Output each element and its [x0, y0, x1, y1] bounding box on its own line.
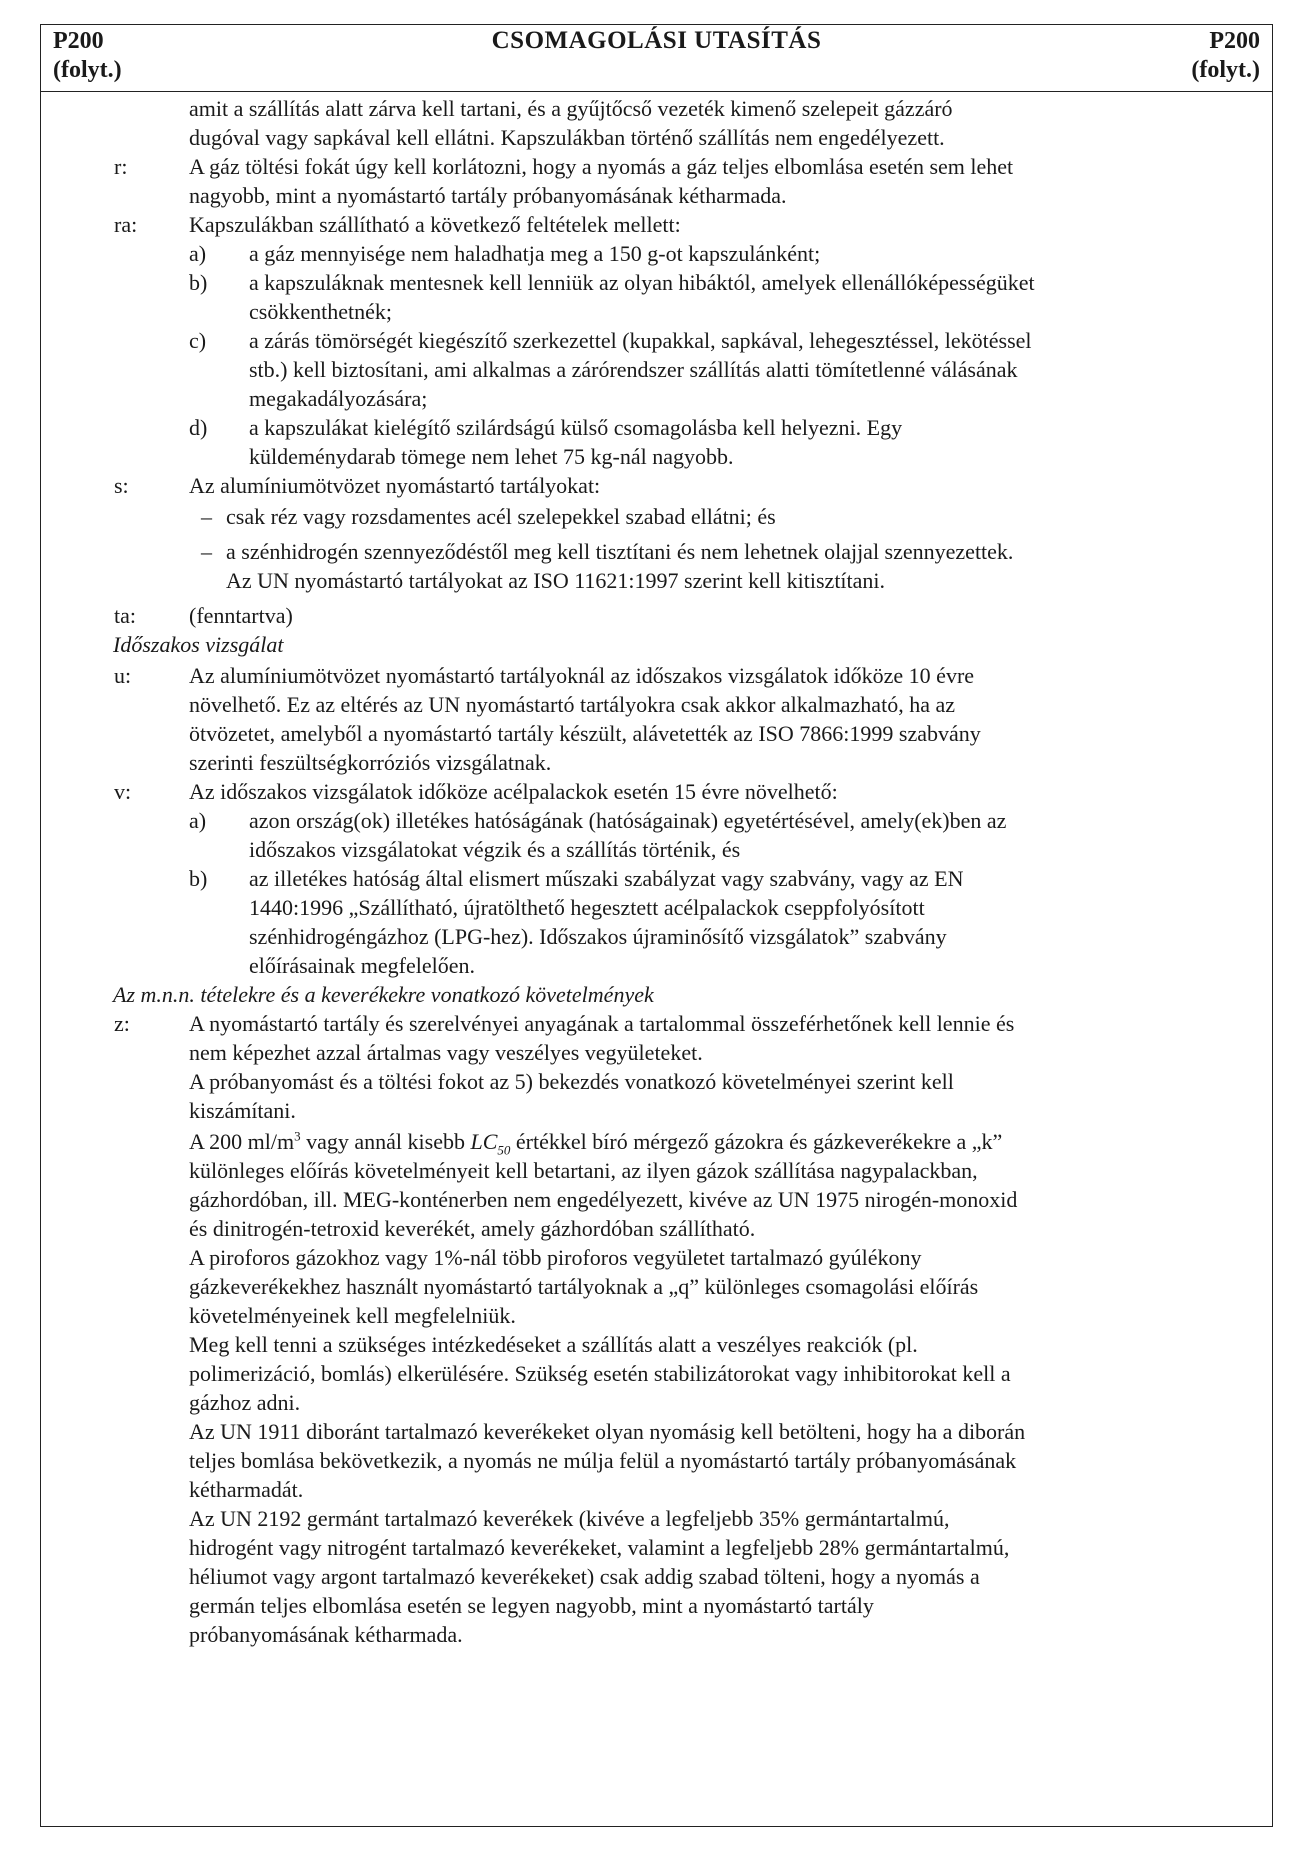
- section-heading-nos-mixtures: Az m.n.n. tételekre és a keverékekre vonatkozó követelmények: [113, 982, 654, 1007]
- provision-v-b-line: szénhidrogéngázhoz (LPG-hez). Időszakos újraminősítő vizsgálatok” szabvány: [249, 924, 947, 949]
- list-marker-b: b): [189, 866, 208, 891]
- superscript: 3: [294, 1128, 301, 1144]
- provision-s-item: Az UN nyomástartó tartályokat az ISO 11621:1997 szerint kell kitisztítani.: [226, 568, 886, 593]
- provision-v-a-line: időszakos vizsgálatokat végzik és a szállítás történik, és: [249, 837, 741, 862]
- provision-ra-intro: Kapszulákban szállítható a következő feltételek mellett:: [189, 212, 681, 237]
- provision-v-b-line: az illetékes hatóság által elismert műszaki szabályzat vagy szabvány, vagy az EN: [249, 866, 964, 891]
- continued-marker-left: (folyt.): [53, 57, 122, 83]
- list-marker-a: a): [189, 808, 207, 833]
- provision-u-line: ötvözetet, amelyből a nyomástartó tartály készült, alávetették az ISO 7866:1999 szabvány: [189, 721, 981, 746]
- provision-z-line: A nyomástartó tartály és szerelvényei anyagának a tartalommal összeférhetőnek kell lennie és: [189, 1011, 1015, 1036]
- provision-ra-b-line: csökkenthetnék;: [249, 299, 392, 324]
- provision-q-line: amit a szállítás alatt zárva kell tartani, és a gyűjtőcső vezeték kimenő szelepeit gázzáró: [189, 96, 953, 121]
- list-marker-c: c): [189, 328, 207, 353]
- provision-ra-d-line: küldeménydarab tömege nem lehet 75 kg-nál nagyobb.: [249, 444, 734, 469]
- provision-z-line: hidrogént vagy nitrogént tartalmazó keverékeket, valamint a legfeljebb 28% germántartalmú,: [189, 1535, 1010, 1560]
- provision-z-line: polimerizáció, bomlás) elkerülésére. Szükség esetén stabilizátorokat vagy inhibitorokat kell a: [189, 1361, 1011, 1386]
- document-header: [41, 25, 1272, 92]
- provision-ta-text: (fenntartva): [189, 603, 293, 628]
- subscript: 50: [497, 1142, 511, 1158]
- provision-z-line: gázkeverékekhez használt nyomástartó tartályoknak a „q” különleges csomagolási előírás: [189, 1274, 979, 1299]
- provision-z-line: követelményeinek kell megfelelniük.: [189, 1303, 516, 1328]
- provision-v-intro: Az időszakos vizsgálatok időköze acélpalackok esetén 15 évre növelhető:: [189, 779, 838, 804]
- provision-z-line-lc50: [189, 1127, 1002, 1156]
- provision-z-line: próbanyomásának kétharmada.: [189, 1622, 463, 1647]
- list-marker-a: a): [189, 241, 207, 266]
- provision-z-line: teljes bomlása bekövetkezik, a nyomás ne múlja felül a nyomástartó tartály próbanyomásának: [189, 1448, 1017, 1473]
- provision-ra-a-line: a gáz mennyisége nem haladhatja meg a 150 g-ot kapszulánként;: [249, 241, 821, 266]
- provision-u-line: növelhető. Ez az eltérés az UN nyomástartó tartályokra csak akkor alkalmazható, ha az: [189, 692, 955, 717]
- provision-s-intro: Az alumíniumötvözet nyomástartó tartályokat:: [189, 473, 601, 498]
- provision-r-line: A gáz töltési fokát úgy kell korlátozni, hogy a nyomás a gáz teljes elbomlása esetén sem lehet: [189, 154, 1014, 179]
- provision-z-line: Az UN 2192 germánt tartalmazó keverékek (kivéve a legfeljebb 35% germántartalmú,: [189, 1506, 950, 1531]
- provision-z-line: kétharmadát.: [189, 1477, 304, 1502]
- header-right-code: [1191, 27, 1260, 85]
- provision-z-line: és dinitrogén-tetroxid keverékét, amely gázhordóban szállítható.: [189, 1216, 756, 1241]
- text-run: vagy annál kisebb: [300, 1129, 471, 1154]
- provision-u-line: szerinti feszültségkorróziós vizsgálatnak.: [189, 750, 552, 775]
- provision-v-b-line: 1440:1996 „Szállítható, újratölthető hegesztett acélpalackok cseppfolyósított: [249, 895, 925, 920]
- text-run: értékkel bíró mérgező gázokra és gázkeverékekre a „k”: [510, 1129, 1003, 1154]
- provision-z-line: gázhoz adni.: [189, 1390, 301, 1415]
- provision-z-line: germán teljes elbomlása esetén se legyen nagyobb, mint a nyomástartó tartály: [189, 1593, 874, 1618]
- provision-z-line: nem képezhet azzal ártalmas vagy veszélyes vegyületeket.: [189, 1040, 703, 1065]
- dash-bullet: –: [201, 539, 212, 564]
- provision-z-line: különleges előírás követelményeit kell betartani, az ilyen gázok szállítása nagypalackban,: [189, 1158, 978, 1183]
- provision-z-line: Meg kell tenni a szükséges intézkedéseket a szállítás alatt a veszélyes reakciók (pl.: [189, 1332, 918, 1357]
- provision-ra-d-line: a kapszulákat kielégítő szilárdságú külső csomagolásba kell helyezni. Egy: [249, 415, 903, 440]
- list-marker-b: b): [189, 270, 208, 295]
- section-heading-periodic-inspection: Időszakos vizsgálat: [113, 632, 284, 657]
- provision-ra-c-line: megakadályozására;: [249, 386, 428, 411]
- provision-u-line: Az alumíniumötvözet nyomástartó tartályoknál az időszakos vizsgálatok időköze 10 évre: [189, 663, 975, 688]
- provision-z-line: Az UN 1911 diboránt tartalmazó keverékeket olyan nyomásig kell betölteni, hogy ha a diborán: [189, 1419, 1026, 1444]
- provision-label-ta: ta:: [114, 603, 136, 628]
- provision-label-r: r:: [114, 154, 128, 179]
- provision-ra-b-line: a kapszuláknak mentesnek kell lenniük az olyan hibáktól, amelyek ellenállóképességüket: [249, 270, 1035, 295]
- provision-label-v: v:: [114, 779, 132, 804]
- provision-ra-c-line: a zárás tömörségét kiegészítő szerkezettel (kupakkal, sapkával, lehegesztéssel, lekötéssel: [249, 328, 1032, 353]
- provision-z-line: A piroforos gázokhoz vagy 1%-nál több piroforos vegyületet tartalmazó gyúlékony: [189, 1245, 922, 1270]
- dash-bullet: –: [201, 504, 212, 529]
- provision-r-line: nagyobb, mint a nyomástartó tartály próbanyomásának kétharmada.: [189, 183, 787, 208]
- instruction-code-left: P200: [53, 28, 104, 54]
- provision-z-line: gázhordóban, ill. MEG-konténerben nem engedélyezett, kivéve az UN 1975 nirogén-monoxid: [189, 1187, 1018, 1212]
- provision-s-item: csak réz vagy rozsdamentes acél szelepekkel szabad ellátni; és: [226, 504, 776, 529]
- lc-symbol: LC: [470, 1129, 498, 1154]
- provision-q-line: dugóval vagy sapkával kell ellátni. Kapszulákban történő szállítás nem engedélyezett.: [189, 125, 945, 150]
- provision-label-z: z:: [114, 1011, 130, 1036]
- document-title: CSOMAGOLÁSI UTASÍTÁS: [491, 27, 822, 54]
- provision-z-line: kiszámítani.: [189, 1098, 296, 1123]
- provision-v-b-line: előírásainak megfelelően.: [249, 953, 476, 978]
- text-run: A 200 ml/m: [189, 1129, 295, 1154]
- provision-ra-c-line: stb.) kell biztosítani, ami alkalmas a zárórendszer szállítás alatti tömítetlenné válásának: [249, 357, 1018, 382]
- provision-z-line: A próbanyomást és a töltési fokot az 5) bekezdés vonatkozó követelményei szerint kell: [189, 1069, 954, 1094]
- continued-marker-right: (folyt.): [1191, 57, 1260, 83]
- provision-label-ra: ra:: [114, 212, 138, 237]
- list-marker-d: d): [189, 415, 208, 440]
- provision-s-item: a szénhidrogén szennyeződéstől meg kell tisztítani és nem lehetnek olajjal szennyezettek.: [226, 539, 1014, 564]
- provision-label-s: s:: [114, 473, 129, 498]
- provision-v-a-line: azon ország(ok) illetékes hatóságának (hatóságainak) egyetértésével, amely(ek)ben az: [249, 808, 1007, 833]
- provision-z-line: héliumot vagy argont tartalmazó keverékeket) csak addig szabad tölteni, hogy a nyomás a: [189, 1564, 980, 1589]
- provision-label-u: u:: [114, 663, 132, 688]
- document-frame: [40, 24, 1273, 1827]
- instruction-code-right: P200: [1209, 28, 1260, 54]
